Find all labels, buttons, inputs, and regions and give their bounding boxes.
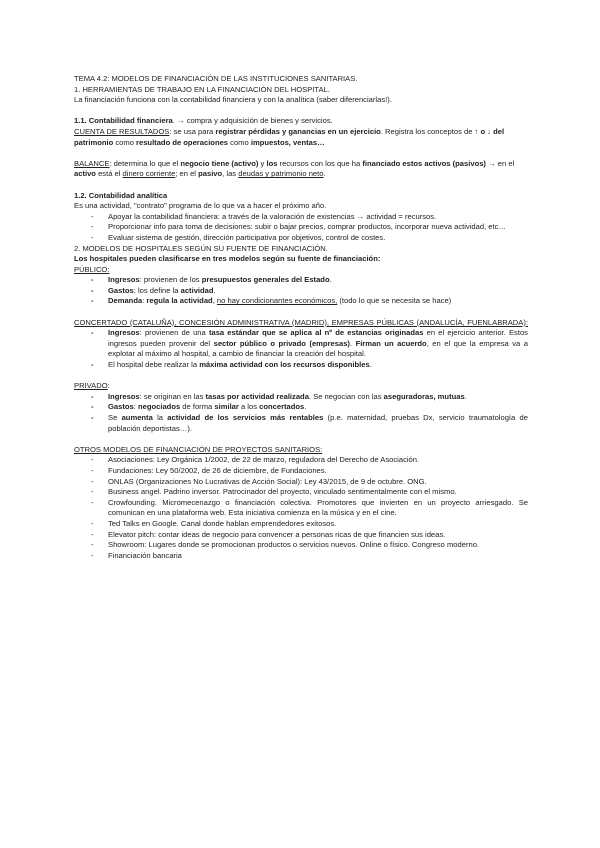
list-item-text: Evaluar sistema de gestión, dirección participativa por objetivos, control de costes.	[108, 232, 386, 242]
list-item-text: Elevator pitch: contar ideas de negocio para convencer a personas ricas de que financien sus ideas.	[108, 529, 446, 539]
con1-bold-4: Firman un acuerdo	[355, 338, 427, 348]
s11-heading-rest: . → compra y adquisición de bienes y servicios.	[172, 116, 333, 126]
bullet-marker: -	[91, 413, 94, 422]
publico-list	[74, 275, 528, 307]
dash-marker: -	[91, 232, 94, 242]
bal-text-6: ; en el	[175, 169, 199, 179]
cr-bold-3: resultado de operaciones	[136, 137, 229, 147]
con1-text-4: , en el que la empresa va a explotar al máximo al hospital, a cambio de financiar la creación del hospital.	[108, 338, 528, 359]
dash-marker: -	[91, 211, 94, 221]
bal-text-5: está el	[95, 169, 123, 179]
bullet-marker: -	[91, 360, 94, 370]
cuenta-resultados-paragraph	[74, 127, 528, 148]
cr-text-3: como	[113, 137, 137, 147]
otros-list	[74, 455, 528, 561]
privado-label: PRIVADO	[74, 381, 108, 391]
privado-colon: :	[107, 381, 110, 391]
dash-marker: -	[91, 455, 94, 465]
pub3-text-2: ,	[212, 296, 217, 306]
list-item	[74, 233, 528, 244]
con1-bold-3: sector público o privado (empresas)	[213, 338, 350, 348]
pub3-bold-2: regula la actividad	[146, 296, 213, 306]
list-item-text: Business angel. Padrino inversor. Patrocinador del proyecto, vinculado sentimentalmente con el mismo.	[108, 487, 457, 497]
bal-text-8: .	[323, 169, 326, 179]
list-item	[74, 551, 528, 562]
list-item-text: Fundaciones: Ley 50/2002, de 26 de diciembre, de Fundaciones.	[108, 465, 327, 475]
list-item	[74, 519, 528, 530]
dash-marker: -	[91, 222, 94, 232]
balance-label: BALANCE	[74, 158, 110, 168]
bal-bold-4: activo	[74, 169, 96, 179]
bal-bold-3: financiado estos activos (pasivos)	[362, 158, 486, 168]
dash-marker: -	[91, 476, 94, 486]
doc-title: TEMA 4.2: MODELOS DE FINANCIACIÓN DE LAS INSTITUCIONES SANITARIAS.	[74, 74, 358, 83]
bal-text-1: : determina lo que el	[109, 158, 181, 168]
list-item	[74, 275, 528, 286]
list-item	[74, 498, 528, 519]
list-item	[74, 402, 528, 413]
list-item	[74, 360, 528, 371]
con2-text-2: .	[369, 360, 372, 370]
priv1-bold-2: tasas por actividad realizada	[205, 391, 309, 401]
concertado-label: CONCERTADO (CATALUÑA), CONCESIÓN ADMINISTRATIVA (MADRID), EMPRESAS PÚBLICAS (ANDALUCÍA, FUENLABRADA):	[74, 317, 528, 327]
pub3-underline: no hay condicionantes económicos,	[216, 296, 338, 306]
priv3-text-3: (p.e. maternidad, pruebas Dx, servicio traumatología de población deportistas…).	[108, 413, 528, 433]
pub2-text-2: .	[213, 285, 216, 295]
cr-text-1: : se usa para	[169, 126, 216, 136]
list-item-text: ONLAS (Organizaciones No Lucrativas de Acción Social): Ley 43/2015, de 9 de octubre. ONG.	[108, 476, 427, 486]
priv1-text-2: . Se negocian con las	[308, 391, 384, 401]
list-item	[74, 212, 528, 223]
section-1-1-heading	[74, 116, 528, 127]
list-item	[74, 530, 528, 541]
list-item-text: Proporcionar info para toma de decisiones: subir o bajar precios, comprar productos, incorporar nueva actividad, etc…	[108, 222, 507, 232]
priv2-text-4: .	[304, 402, 307, 412]
list-item	[74, 466, 528, 477]
priv2-bold-3: similar	[214, 402, 239, 412]
priv3-bold-2: actividad de los servicios más rentables	[167, 413, 324, 422]
con2-bold: máxima actividad con los recursos disponibles	[199, 360, 370, 370]
privado-label-line	[74, 381, 528, 392]
bal-text-2: y	[258, 158, 267, 168]
list-item	[74, 413, 528, 434]
priv3-text-2: la	[152, 413, 168, 422]
priv2-text: :	[133, 402, 138, 412]
list-item	[74, 487, 528, 498]
list-item	[74, 296, 528, 307]
bullet-marker: -	[91, 391, 94, 401]
con1-text-2: en el ejercicio anterior. Estos ingresos pueden provenir del	[108, 328, 528, 348]
bal-text-3: recursos con los que ha	[277, 158, 363, 168]
dash-marker: -	[91, 529, 94, 539]
pub1-bold: Ingresos	[108, 275, 140, 285]
pub1-text: : provienen de los	[139, 275, 202, 285]
list-item	[74, 477, 528, 488]
pub3-text-3: (todo lo que se necesita se hace)	[337, 296, 452, 306]
priv2-text-2: de forma	[180, 402, 215, 412]
con1-bold: Ingresos	[108, 328, 140, 338]
pub2-bold-2: actividad	[180, 285, 214, 295]
otros-label: OTROS MODELOS DE FINANCIACIÓN DE PROYECTOS SANITARIOS:	[74, 444, 323, 454]
priv3-text: Se	[108, 413, 122, 422]
bal-text-7: , las	[222, 169, 239, 179]
dash-marker: -	[91, 465, 94, 475]
priv3-bold: aumenta	[121, 413, 153, 422]
con2-text: El hospital debe realizar la	[108, 360, 200, 370]
priv2-bold-2: negociados	[137, 402, 181, 412]
con1-text-3: .	[349, 338, 356, 348]
priv2-text-3: a los	[238, 402, 260, 412]
section-1-2-heading: 1.2. Contabilidad analítica	[74, 190, 168, 200]
publico-label: PÚBLICO:	[74, 264, 110, 274]
cr-bold-1: registrar pérdidas y ganancias en un ejercicio	[215, 126, 381, 136]
pub3-text: :	[142, 296, 147, 306]
pub1-bold-2: presupuestos generales del Estado	[201, 275, 330, 285]
cr-label: CUENTA DE RESULTADOS	[74, 126, 170, 136]
priv1-bold-3: aseguradoras, mutuas	[383, 391, 465, 401]
s11-heading-bold: financiera	[136, 116, 173, 126]
pub2-bold: Gastos	[108, 285, 134, 295]
dash-marker: -	[91, 487, 94, 497]
list-item-text: Showroom: Lugares donde se promocionan productos o servicios nuevos. Online o físico. Congreso moderno.	[108, 540, 480, 550]
cr-bold-4: impuestos, ventas…	[250, 137, 325, 147]
priv1-text: : se originan en las	[139, 391, 206, 401]
list-item-text: Asociaciones: Ley Orgánica 1/2002, de 22 de marzo, reguladora del Derecho de Asociación.	[108, 455, 420, 465]
dash-marker: -	[91, 518, 94, 528]
bal-bold-5: pasivo	[198, 169, 223, 179]
list-item-text: Crowfounding. Micromecenazgo o financiación colectiva. Promotores que invierten en un proyecto arriesgado. Se comunican en una plataforma web. Esta iniciativa comienza en la música y en el cine.	[108, 497, 528, 518]
bal-underline-1: dinero corriente	[122, 169, 176, 179]
list-item-text: Apoyar la contabilidad financiera: a través de la valoración de existencias → actividad = recursos.	[108, 211, 437, 221]
bal-bold-2: los	[266, 158, 278, 168]
cr-text-4: como	[228, 137, 251, 147]
con1-bold-2: tasa estándar que se aplica al nº de estancias originadas	[208, 328, 424, 338]
concertado-list	[74, 328, 528, 370]
list-item	[74, 540, 528, 551]
priv1-bold: Ingresos	[108, 391, 140, 401]
bullet-marker: -	[91, 275, 94, 285]
con1-text: : provienen de una	[139, 328, 209, 338]
pub2-text: : los define la	[133, 285, 181, 295]
dash-marker: -	[91, 540, 94, 550]
bullet-marker: -	[91, 296, 94, 306]
section-2-heading: 2. MODELOS DE HOSPITALES SEGÚN SU FUENTE DE FINANCIACIÓN.	[74, 243, 328, 253]
list-item	[74, 455, 528, 466]
priv1-text-3: .	[464, 391, 467, 401]
cr-text-2: . Registra los conceptos de	[380, 126, 475, 136]
section-1-2-intro: Es una actividad, "contrato" programa de lo que va a hacer el próximo año.	[74, 201, 327, 211]
bal-underline-2: deudas y patrimonio neto	[238, 169, 324, 179]
section-1-intro: La financiación funciona con la contabilidad financiera y con la analítica (saber diferenciarlas!).	[74, 95, 392, 105]
list-item-text: Ted Talks en Google. Canal donde hablan emprendedores exitosos.	[108, 518, 337, 528]
cr-bold-2: ↑ o ↓ del patrimonio	[74, 126, 505, 147]
bullet-marker: -	[91, 285, 94, 295]
s11-heading-text: 1.1. Contabilidad	[74, 116, 135, 126]
bal-text-4: → en el	[485, 158, 515, 168]
bullet-marker: -	[91, 402, 94, 412]
list-item	[74, 222, 528, 233]
list-item-text: Financiación bancaria	[108, 550, 182, 560]
list-item	[74, 286, 528, 297]
list-item	[74, 392, 528, 403]
section-1-heading: 1. HERRAMIENTAS DE TRABAJO EN LA FINANCIACIÓN DEL HOSPITAL.	[74, 84, 330, 94]
section-2-subheading: Los hospitales pueden clasificarse en tres modelos según su fuente de financiación:	[74, 254, 381, 264]
bullet-marker: -	[91, 328, 94, 338]
priv2-bold-4: concertados	[259, 402, 305, 412]
pub3-bold: Demanda	[108, 296, 143, 306]
dash-marker: -	[91, 497, 94, 507]
dash-marker: -	[91, 550, 94, 560]
list-item	[74, 328, 528, 360]
balance-paragraph	[74, 159, 528, 180]
bal-bold-1: negocio tiene (activo)	[180, 158, 259, 168]
priv2-bold: Gastos	[108, 402, 134, 412]
pub1-text-2: .	[329, 275, 332, 285]
privado-list	[74, 392, 528, 434]
s12-list	[74, 212, 528, 244]
